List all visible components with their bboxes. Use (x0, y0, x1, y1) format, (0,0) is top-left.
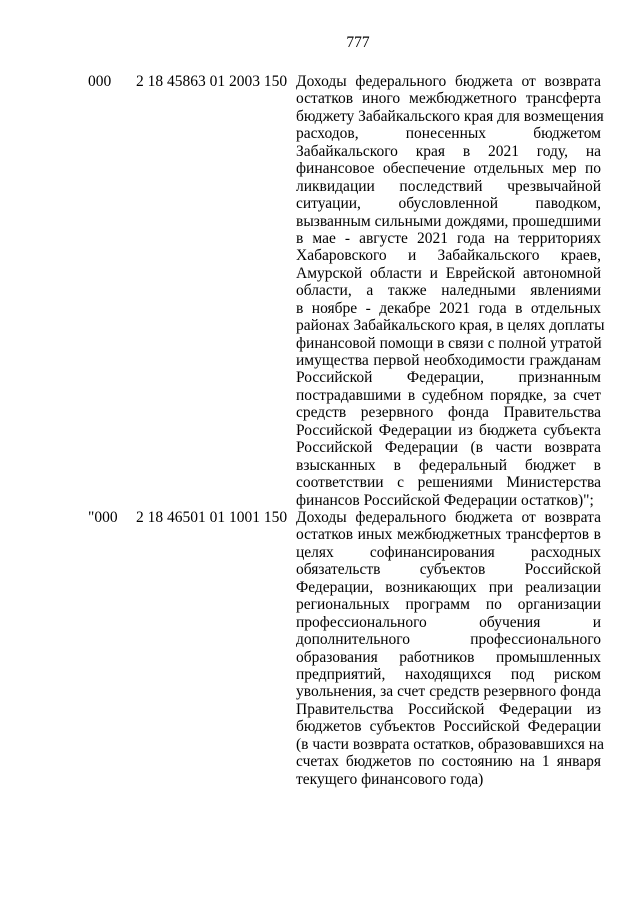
description-line: расходов, понесенных бюджетом (296, 125, 601, 143)
description-line: обязательств субъектов Российской (296, 561, 601, 579)
description-line: увольнения, за счет средств резервного фонда (296, 683, 601, 701)
description-line: взысканных в федеральный бюджет в (296, 456, 601, 474)
description-line: региональных программ по организации (296, 596, 601, 614)
description-line: финансов Российской Федерации остатков)"; (296, 491, 594, 509)
budget-classification-code: 2 18 46501 01 1001 150 (136, 509, 288, 526)
admin-code: "000 (88, 509, 118, 526)
description-line: Доходы федерального бюджета от возврата (296, 509, 601, 526)
description-line: Российской Федерации из бюджета субъекта (296, 421, 601, 439)
description-line: Забайкальского края в 2021 году, на (296, 142, 601, 160)
description-line: текущего финансового года) (296, 770, 484, 788)
description-line: пострадавшими в судебном порядке, за счет (296, 386, 601, 404)
page-number: 777 (346, 34, 370, 51)
description-line: бюджетов субъектов Российской Федерации (296, 718, 601, 736)
admin-code: 000 (88, 73, 112, 90)
description-line: дополнительного профессионального (296, 631, 601, 649)
description-line: предприятий, находящихся под риском (296, 665, 601, 683)
description-line: районах Забайкальского края, в целях доплаты (296, 317, 605, 335)
description-line: средств резервного фонда Правительства (296, 404, 601, 422)
description-line: Доходы федерального бюджета от возврата (296, 73, 601, 90)
description (296, 73, 605, 509)
description-line: Российской Федерации (в части возврата (296, 439, 601, 457)
description-line: ликвидации последствий чрезвычайной (296, 177, 601, 195)
budget-classification-code: 2 18 45863 01 2003 150 (136, 73, 288, 90)
description-line: имущества первой необходимости гражданам (296, 352, 601, 369)
description-line: финансовое обеспечение отдельных мер по (296, 160, 601, 178)
description-line: финансовой помощи в связи с полной утратой (296, 334, 602, 352)
description-line: соответствии с решениями Министерства (296, 474, 601, 492)
description-line: Правительства Российской Федерации из (296, 700, 601, 718)
description-line: Российской Федерации, признанным (296, 369, 601, 387)
description-line: Федерации, возникающих при реализации (296, 578, 601, 596)
description-line: образования работников промышленных (296, 648, 601, 666)
description-line: (в части возврата остатков, образовавшихся на (296, 735, 604, 753)
description-line: целях софинансирования расходных (296, 543, 601, 561)
description-line: остатков иного межбюджетного трансферта (296, 90, 601, 108)
description-line: остатков иных межбюджетных трансфертов в (296, 526, 601, 544)
description-line: Амурской области и Еврейской автономной (296, 264, 601, 282)
description-line: счетах бюджетов по состоянию на 1 января (296, 753, 601, 771)
description-line: Хабаровского и Забайкальского краев, (296, 247, 601, 265)
description-line: профессионального обучения и (296, 613, 601, 631)
description-line: в мае - августе 2021 года на территориях (296, 229, 601, 247)
description-line: бюджету Забайкальского края для возмещения (296, 107, 604, 125)
description-line: вызванным сильными дождями, прошедшими (296, 212, 601, 230)
description-line: области, а также наледными явлениями (296, 282, 601, 300)
description (296, 509, 604, 788)
description-line: ситуации, обусловленной паводком, (296, 195, 601, 213)
description-line: в ноябре - декабре 2021 года в отдельных (296, 299, 601, 317)
